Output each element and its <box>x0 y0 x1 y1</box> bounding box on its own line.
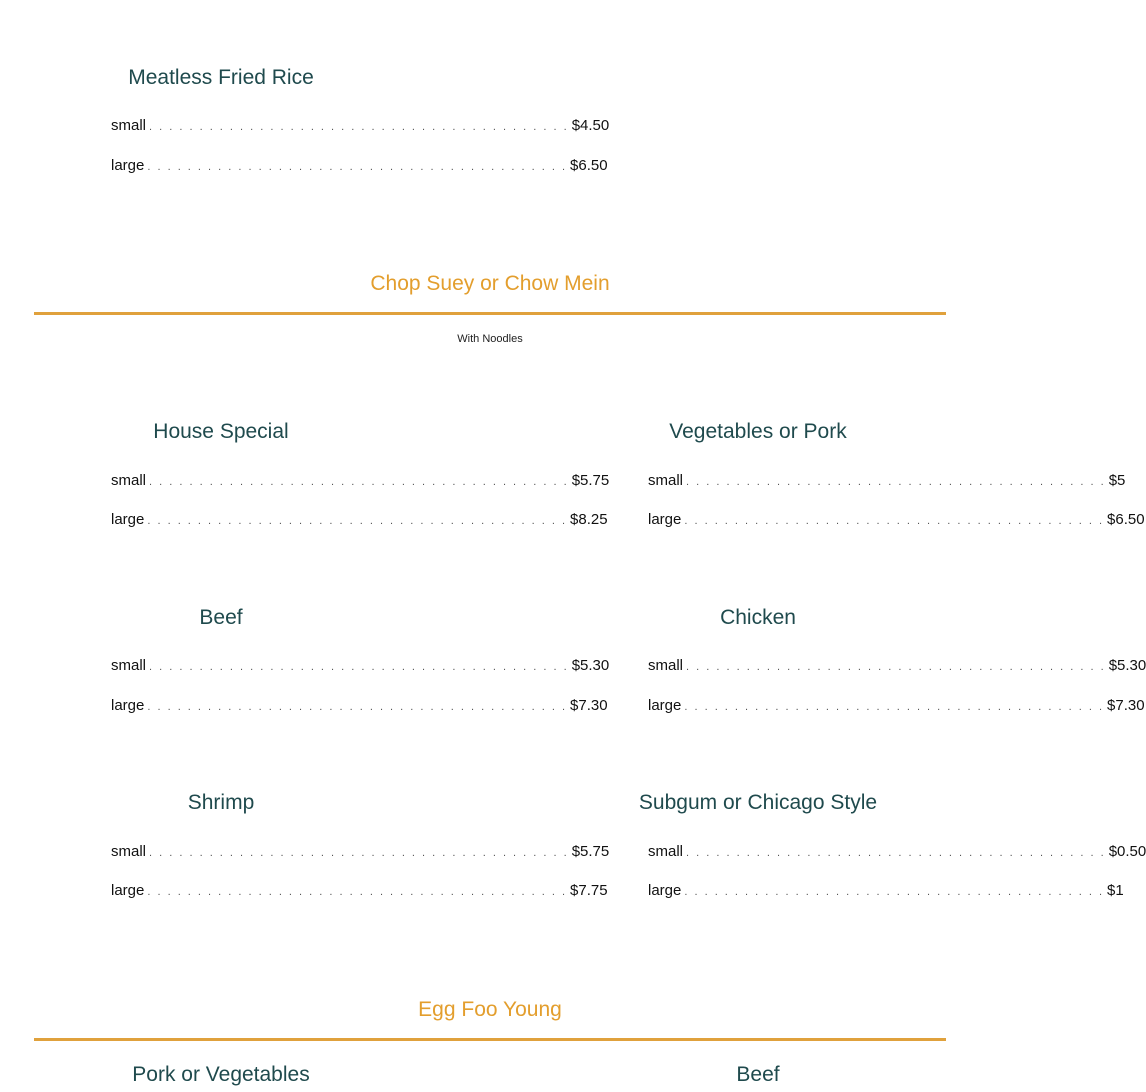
dot-leader: . . . . . . . . . . . . . . . . . . . . . . . . . . . . . . . . . . . . . . . . . . <box>686 661 1106 673</box>
size-label: large <box>648 882 682 899</box>
price-row-small <box>111 656 610 676</box>
size-label: small <box>648 657 684 674</box>
dot-leader: . . . . . . . . . . . . . . . . . . . . . . . . . . . . . . . . . . . . . . . . . . <box>147 886 568 898</box>
dot-leader: . . . . . . . . . . . . . . . . . . . . . . . . . . . . . . . . . . . . . . . . . . <box>149 121 569 133</box>
dot-leader: . . . . . . . . . . . . . . . . . . . . . . . . . . . . . . . . . . . . . . . . . . <box>686 476 1106 488</box>
price-row-small <box>648 842 1146 862</box>
price-row-small <box>111 471 610 491</box>
price-row-large <box>111 156 608 176</box>
dot-leader: . . . . . . . . . . . . . . . . . . . . . . . . . . . . . . . . . . . . . . . . . . <box>686 847 1106 859</box>
dot-leader: . . . . . . . . . . . . . . . . . . . . . . . . . . . . . . . . . . . . . . . . . . <box>149 661 569 673</box>
price-row-large <box>648 881 1124 901</box>
dot-leader: . . . . . . . . . . . . . . . . . . . . . . . . . . . . . . . . . . . . . . . . . . <box>147 701 568 713</box>
price-value: $5.75 <box>571 843 610 860</box>
price-value: $0.50 <box>1108 843 1146 860</box>
menu-item-subgum-chicago-style <box>638 791 878 815</box>
section-divider <box>34 1038 946 1041</box>
price-row-large <box>648 510 1145 530</box>
item-title: House Special <box>153 420 289 443</box>
item-title: Vegetables or Pork <box>669 420 847 443</box>
item-title: Subgum or Chicago Style <box>638 791 878 814</box>
dot-leader: . . . . . . . . . . . . . . . . . . . . . . . . . . . . . . . . . . . . . . . . . . <box>147 161 568 173</box>
price-row-small <box>648 471 1126 491</box>
price-row-small <box>111 116 610 136</box>
menu-item-beef <box>111 606 331 630</box>
price-value: $5 <box>1108 472 1126 489</box>
price-value: $5.75 <box>571 472 610 489</box>
dot-leader: . . . . . . . . . . . . . . . . . . . . . . . . . . . . . . . . . . . . . . . . . . <box>684 701 1105 713</box>
size-label: small <box>111 657 147 674</box>
price-value: $1 <box>1107 882 1124 899</box>
price-value: $7.75 <box>570 882 608 899</box>
section-title-egg-foo-young: Egg Foo Young <box>418 998 562 1021</box>
size-label: small <box>111 472 147 489</box>
size-label: large <box>111 697 145 714</box>
item-title: Meatless Fried Rice <box>128 66 314 89</box>
section-title-chop-suey: Chop Suey or Chow Mein <box>370 272 610 295</box>
menu-item-shrimp <box>111 791 331 815</box>
menu-item-vegetables-or-pork <box>648 420 868 444</box>
item-title: Chicken <box>720 606 796 629</box>
size-label: large <box>111 157 145 174</box>
price-value: $6.50 <box>1107 511 1145 528</box>
price-value: $7.30 <box>570 697 608 714</box>
size-label: small <box>111 843 147 860</box>
size-label: large <box>111 511 145 528</box>
size-label: large <box>111 882 145 899</box>
price-value: $6.50 <box>570 157 608 174</box>
size-label: large <box>648 511 682 528</box>
section-note: With Noodles <box>457 333 523 345</box>
price-row-large <box>111 881 608 901</box>
item-title: Shrimp <box>187 791 255 814</box>
size-label: small <box>111 117 147 134</box>
dot-leader: . . . . . . . . . . . . . . . . . . . . . . . . . . . . . . . . . . . . . . . . . . <box>149 476 569 488</box>
menu-item-meatless-fried-rice <box>111 66 331 90</box>
price-row-large <box>648 696 1145 716</box>
item-title: Beef <box>736 1063 780 1086</box>
dot-leader: . . . . . . . . . . . . . . . . . . . . . . . . . . . . . . . . . . . . . . . . . . <box>684 886 1105 898</box>
price-row-small <box>111 842 610 862</box>
price-value: $4.50 <box>571 117 610 134</box>
dot-leader: . . . . . . . . . . . . . . . . . . . . . . . . . . . . . . . . . . . . . . . . . . <box>149 847 569 859</box>
price-value: $5.30 <box>1108 657 1146 674</box>
section-divider <box>34 312 946 315</box>
price-row-large <box>111 696 608 716</box>
menu-item-chicken <box>648 606 868 630</box>
menu-item-pork-or-vegetables <box>111 1063 331 1087</box>
price-row-small <box>648 656 1146 676</box>
menu-item-house-special <box>111 420 331 444</box>
size-label: large <box>648 697 682 714</box>
size-label: small <box>648 843 684 860</box>
price-value: $7.30 <box>1107 697 1145 714</box>
dot-leader: . . . . . . . . . . . . . . . . . . . . . . . . . . . . . . . . . . . . . . . . . . <box>147 515 568 527</box>
dot-leader: . . . . . . . . . . . . . . . . . . . . . . . . . . . . . . . . . . . . . . . . . . <box>684 515 1105 527</box>
item-title: Beef <box>199 606 243 629</box>
price-value: $8.25 <box>570 511 608 528</box>
item-title: Pork or Vegetables <box>132 1063 310 1086</box>
price-value: $5.30 <box>571 657 610 674</box>
price-row-large <box>111 510 608 530</box>
menu-item-egg-foo-young-beef <box>648 1063 868 1087</box>
size-label: small <box>648 472 684 489</box>
